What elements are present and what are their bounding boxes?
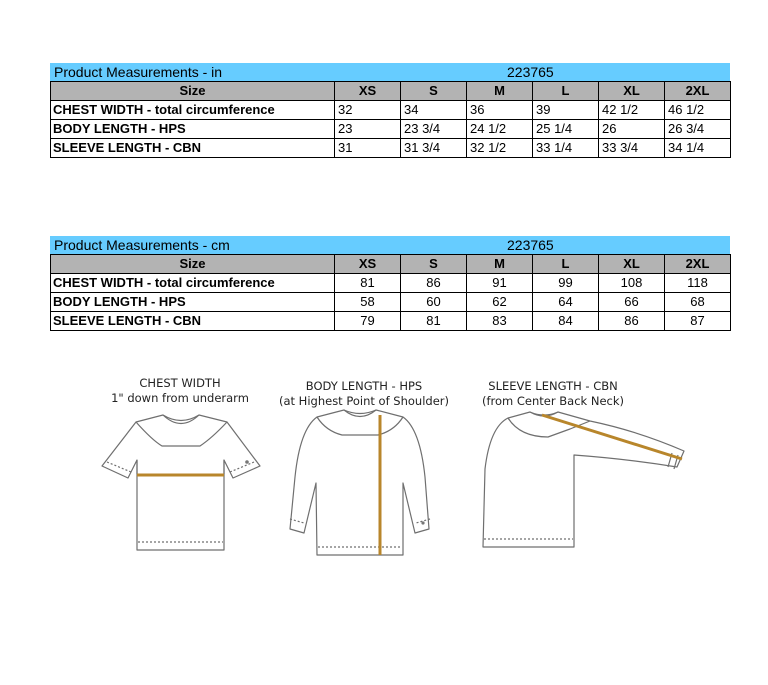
size-xl: XL — [599, 255, 665, 274]
cell-value: 33 3/4 — [599, 139, 665, 158]
cell-value: 84 — [533, 312, 599, 331]
table-row — [51, 101, 731, 120]
cell-value: 99 — [533, 274, 599, 293]
cell-value: 34 1/4 — [665, 139, 731, 158]
row-label: BODY LENGTH - HPS — [51, 120, 335, 139]
cm-table-title-bar — [50, 236, 730, 254]
cell-value: 60 — [401, 293, 467, 312]
long-sleeve-back-diagram — [478, 409, 692, 551]
cell-value: 118 — [665, 274, 731, 293]
size-xs: XS — [335, 255, 401, 274]
row-label: SLEEVE LENGTH - CBN — [51, 312, 335, 331]
row-label: BODY LENGTH - HPS — [51, 293, 335, 312]
tee-outline — [102, 415, 260, 550]
row-label: SLEEVE LENGTH - CBN — [51, 139, 335, 158]
cm-table-title: Product Measurements - cm — [54, 237, 230, 253]
cell-value: 62 — [467, 293, 533, 312]
table-row — [51, 120, 731, 139]
short-sleeve-tee-diagram — [100, 412, 262, 554]
cm-size-header-row — [51, 255, 731, 274]
chest-caption-line1: CHEST WIDTH — [139, 376, 221, 390]
sleeve-caption-line2: (from Center Back Neck) — [482, 394, 624, 408]
cell-value: 91 — [467, 274, 533, 293]
size-m: M — [467, 82, 533, 101]
size-m: M — [467, 255, 533, 274]
size-header: Size — [51, 255, 335, 274]
cell-value: 39 — [533, 101, 599, 120]
table-row — [51, 312, 731, 331]
cm-measurements-table — [50, 236, 730, 331]
chest-width-caption — [95, 376, 265, 406]
inch-measurements-table — [50, 63, 730, 158]
row-label: CHEST WIDTH - total circumference — [51, 274, 335, 293]
size-l: L — [533, 82, 599, 101]
row-label: CHEST WIDTH - total circumference — [51, 101, 335, 120]
cell-value: 26 3/4 — [665, 120, 731, 139]
cell-value: 26 — [599, 120, 665, 139]
size-l: L — [533, 255, 599, 274]
longsleeve-front-outline — [290, 410, 429, 555]
chest-caption-line2: 1" down from underarm — [111, 391, 249, 405]
cell-value: 81 — [401, 312, 467, 331]
cell-value: 23 — [335, 120, 401, 139]
cell-value: 83 — [467, 312, 533, 331]
cell-value: 36 — [467, 101, 533, 120]
sleeve-length-caption — [468, 379, 638, 409]
cell-value: 31 3/4 — [401, 139, 467, 158]
longsleeve-back-outline — [483, 412, 684, 547]
longsleeve-logo-mark — [421, 521, 424, 524]
size-2xl: 2XL — [665, 82, 731, 101]
cell-value: 66 — [599, 293, 665, 312]
inch-size-header-row — [51, 82, 731, 101]
cell-value: 108 — [599, 274, 665, 293]
cell-value: 79 — [335, 312, 401, 331]
cell-value: 32 1/2 — [467, 139, 533, 158]
cell-value: 34 — [401, 101, 467, 120]
table-row — [51, 139, 731, 158]
inch-table-title-bar — [50, 63, 730, 81]
table-row — [51, 274, 731, 293]
cell-value: 64 — [533, 293, 599, 312]
cell-value: 33 1/4 — [533, 139, 599, 158]
tee-logo-mark — [245, 460, 249, 464]
cell-value: 68 — [665, 293, 731, 312]
cell-value: 86 — [599, 312, 665, 331]
body-caption-line2: (at Highest Point of Shoulder) — [278, 394, 449, 408]
sleeve-caption-line1: SLEEVE LENGTH - CBN — [488, 379, 618, 393]
table-row — [51, 293, 731, 312]
cm-table-style-code: 223765 — [507, 237, 554, 253]
cell-value: 42 1/2 — [599, 101, 665, 120]
size-2xl: 2XL — [665, 255, 731, 274]
cell-value: 87 — [665, 312, 731, 331]
size-xl: XL — [599, 82, 665, 101]
cell-value: 23 3/4 — [401, 120, 467, 139]
cell-value: 24 1/2 — [467, 120, 533, 139]
inch-table-style-code: 223765 — [507, 64, 554, 80]
cell-value: 58 — [335, 293, 401, 312]
size-xs: XS — [335, 82, 401, 101]
cell-value: 81 — [335, 274, 401, 293]
size-s: S — [401, 255, 467, 274]
body-length-caption — [268, 379, 460, 409]
cell-value: 86 — [401, 274, 467, 293]
cell-value: 31 — [335, 139, 401, 158]
cell-value: 46 1/2 — [665, 101, 731, 120]
size-s: S — [401, 82, 467, 101]
long-sleeve-front-diagram — [286, 407, 434, 559]
body-caption-line1: BODY LENGTH - HPS — [305, 379, 423, 393]
cell-value: 25 1/4 — [533, 120, 599, 139]
size-header: Size — [51, 82, 335, 101]
cell-value: 32 — [335, 101, 401, 120]
inch-table-title: Product Measurements - in — [54, 64, 223, 80]
